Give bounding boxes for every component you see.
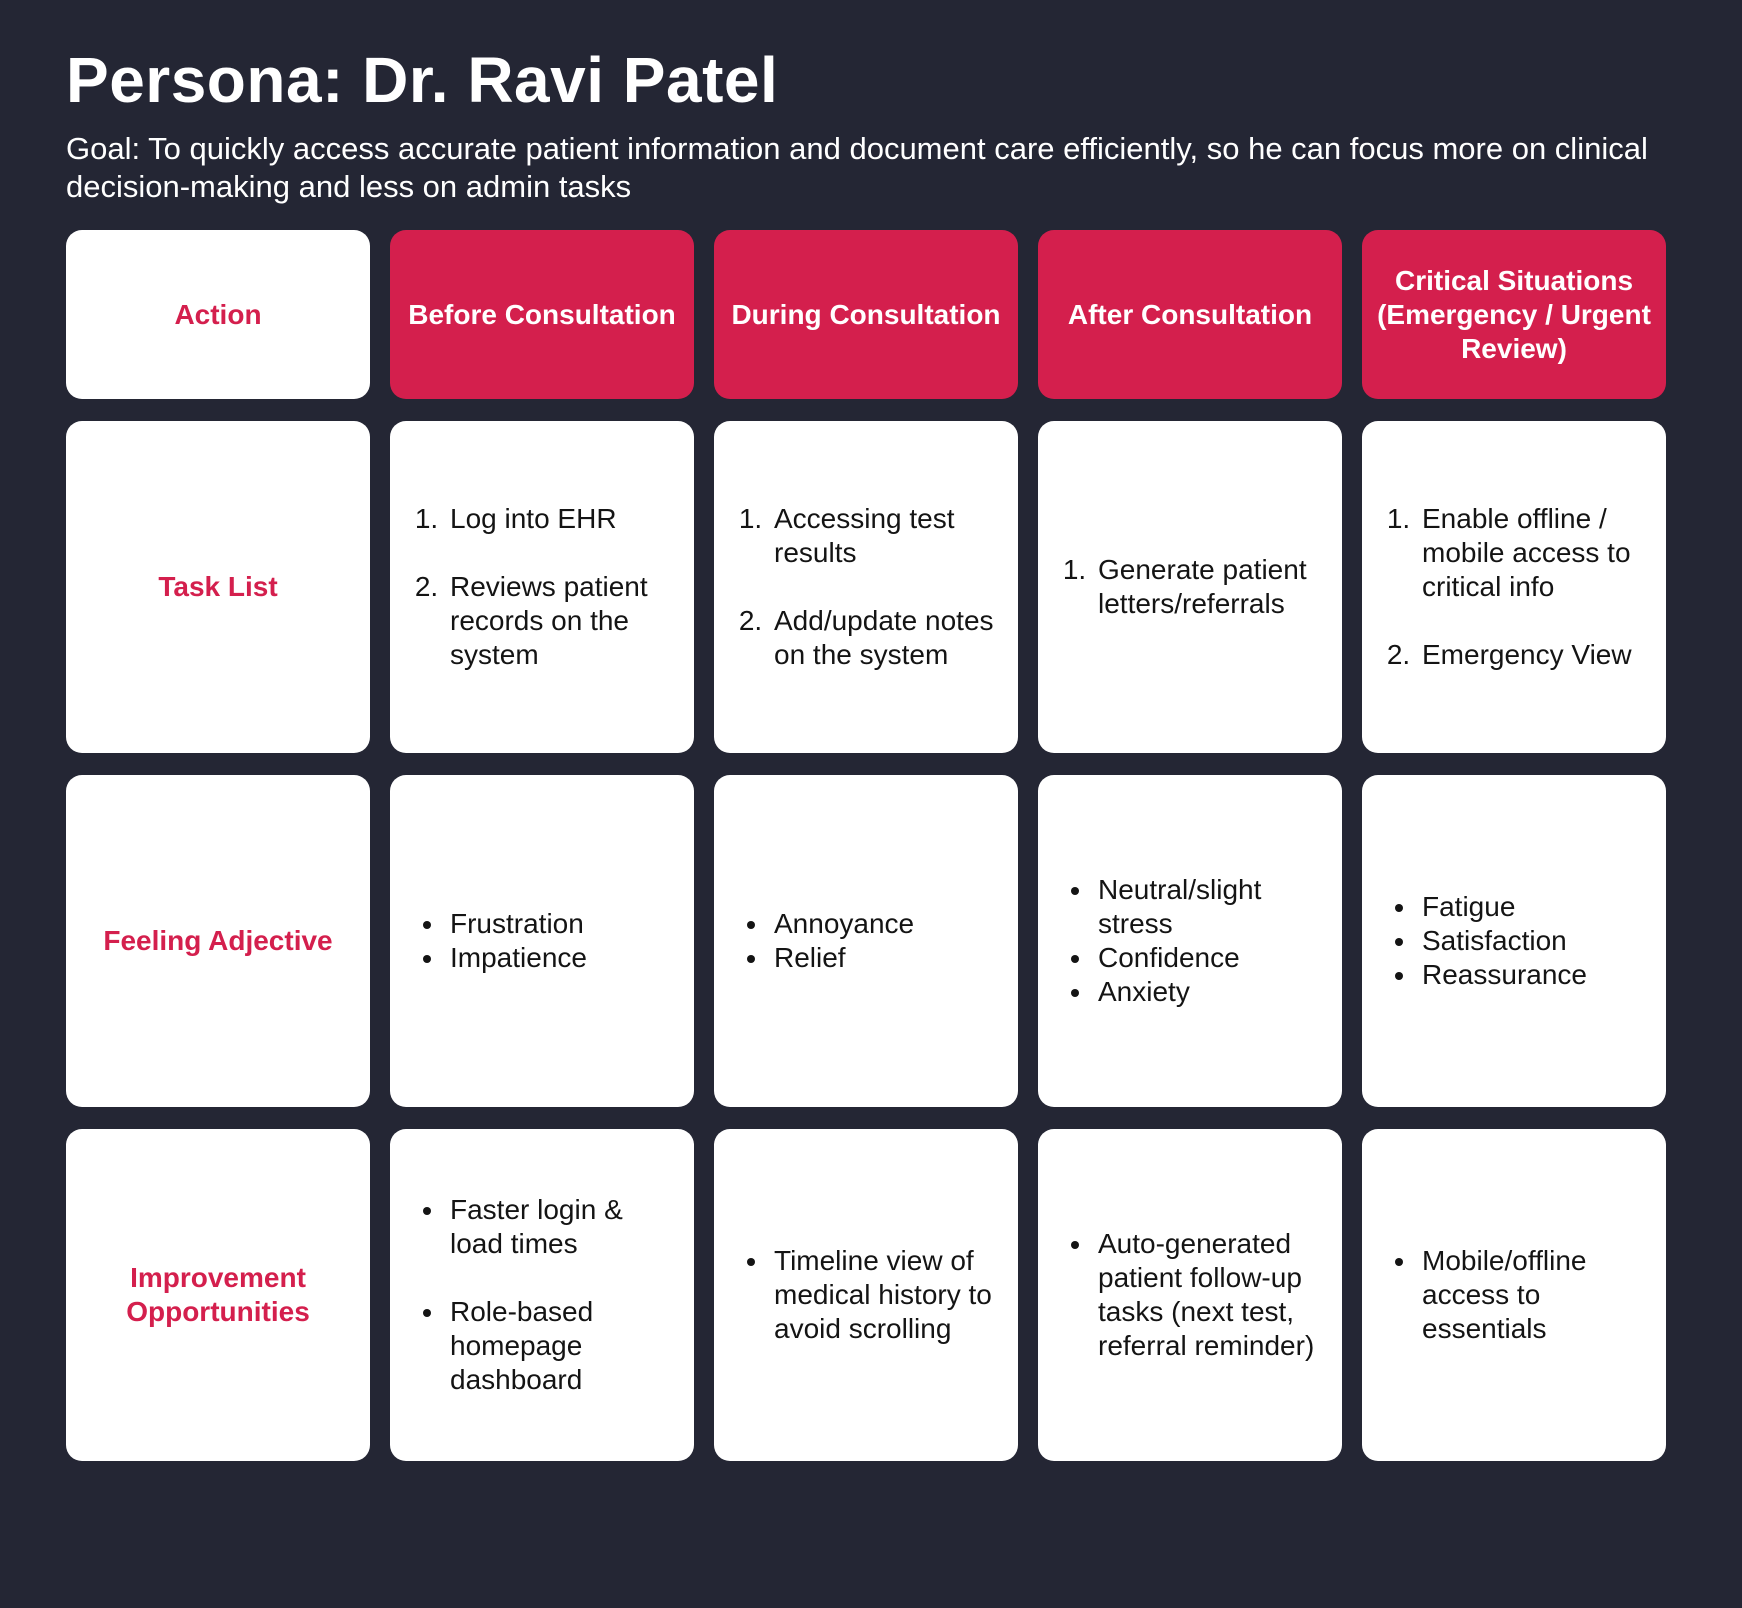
feeling-item: • Reassurance	[1418, 958, 1587, 992]
stage-title: Critical Situations (Emergency / Urgent Review)	[1377, 264, 1651, 364]
task-list	[412, 502, 676, 672]
feelings-critical	[1362, 775, 1666, 1107]
row-label-improvement-text: Improvement Opportunities	[126, 1262, 310, 1327]
tasks-after	[1038, 421, 1342, 753]
feeling-list	[736, 907, 914, 975]
row-label-task-list	[66, 421, 370, 753]
improvement-item: • Auto-generated patient follow-up tasks (next test, referral reminder)	[1094, 1227, 1324, 1363]
task-item: 2. Reviews patient records on the system	[446, 570, 676, 672]
persona-goal: Goal: To quickly access accurate patient information and document care efficiently, so he can focus more on clinical decision-making and less on admin tasks	[66, 131, 1648, 204]
improvements-before	[390, 1129, 694, 1461]
stage-header-critical	[1362, 230, 1666, 399]
improvement-list	[1060, 1227, 1324, 1363]
task-item: 1. Accessing test results	[770, 502, 1000, 570]
improvements-critical	[1362, 1129, 1666, 1461]
task-item: 2. Emergency View	[1418, 638, 1648, 672]
row-label-improvement	[66, 1129, 370, 1461]
feeling-list	[412, 907, 587, 975]
improvements-during	[714, 1129, 1018, 1461]
tasks-before	[390, 421, 694, 753]
feeling-item: • Fatigue	[1418, 890, 1587, 924]
row-label-task-list-text: Task List	[158, 571, 278, 602]
stage-header-after	[1038, 230, 1342, 399]
feeling-item: • Frustration	[446, 907, 587, 941]
stage-title: Before Consultation	[408, 298, 676, 330]
feeling-item: • Impatience	[446, 941, 587, 975]
improvements-after	[1038, 1129, 1342, 1461]
tasks-during	[714, 421, 1018, 753]
improvement-item: • Mobile/offline access to essentials	[1418, 1244, 1648, 1346]
feeling-item: • Confidence	[1094, 941, 1324, 975]
improvement-list	[1384, 1244, 1648, 1346]
stage-header-during	[714, 230, 1018, 399]
task-item: 1. Enable offline / mobile access to critical info	[1418, 502, 1648, 604]
row-label-feeling-text: Feeling Adjective	[103, 925, 333, 956]
stage-title: During Consultation	[731, 298, 1001, 330]
improvement-list	[736, 1244, 1000, 1346]
task-list	[1060, 553, 1324, 621]
task-item: 1. Generate patient letters/referrals	[1094, 553, 1324, 621]
stage-title: After Consultation	[1067, 298, 1313, 330]
row-label-action	[66, 230, 370, 399]
improvement-list	[412, 1193, 676, 1397]
feelings-before	[390, 775, 694, 1107]
improvement-item: • Role-based homepage dashboard	[446, 1295, 676, 1397]
feeling-item: • Neutral/slight stress	[1094, 873, 1324, 941]
task-list	[736, 502, 1000, 672]
task-list	[1384, 502, 1648, 672]
feeling-item: • Anxiety	[1094, 975, 1324, 1009]
feeling-item: • Annoyance	[770, 907, 914, 941]
journey-map-grid	[66, 230, 1666, 1461]
row-label-feeling	[66, 775, 370, 1107]
task-item: 1. Log into EHR	[446, 502, 676, 536]
feeling-item: • Satisfaction	[1418, 924, 1587, 958]
feeling-list	[1060, 873, 1324, 1009]
feeling-item: • Relief	[770, 941, 914, 975]
persona-header	[66, 40, 1686, 206]
page-title: Persona: Dr. Ravi Patel	[66, 44, 779, 116]
feelings-after	[1038, 775, 1342, 1107]
improvement-item: • Faster login & load times	[446, 1193, 676, 1261]
feelings-during	[714, 775, 1018, 1107]
feeling-list	[1384, 890, 1587, 992]
row-label-action-text: Action	[174, 298, 262, 330]
improvement-item: • Timeline view of medical history to avoid scrolling	[770, 1244, 1000, 1346]
stage-header-before	[390, 230, 694, 399]
task-item: 2. Add/update notes on the system	[770, 604, 1000, 672]
tasks-critical	[1362, 421, 1666, 753]
